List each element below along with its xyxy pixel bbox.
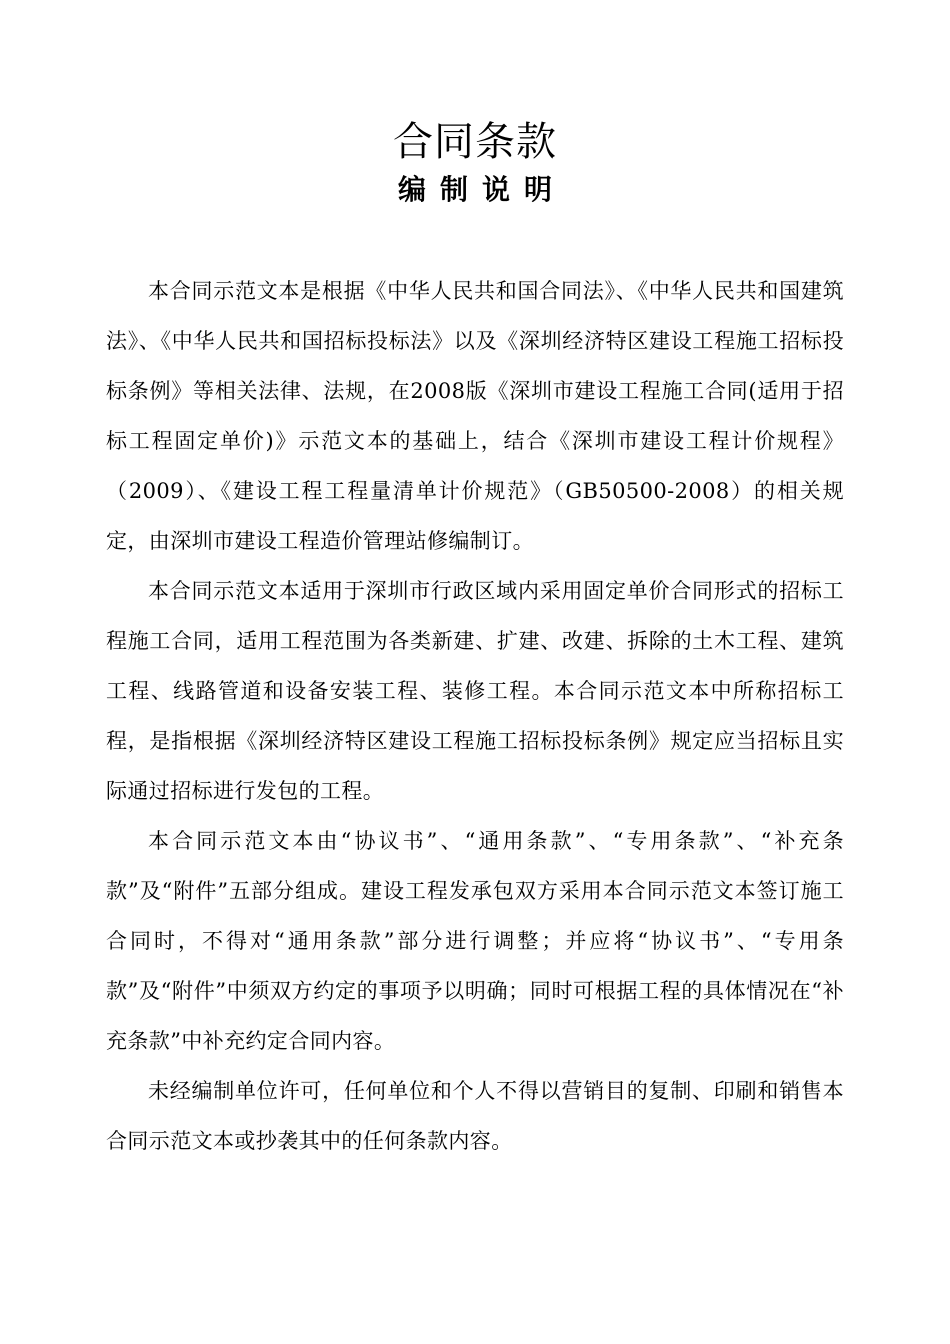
document-title: 合同条款 [393, 119, 557, 165]
paragraph-composition: 本合同示范文本由“协议书”、“通用条款”、“专用条款”、“补充条款”及“附件”五部分组成。建设工程发承包双方采用本合同示范文本签订施工合同时，不得对“通用条款”部分进行调整；并应将“协议书”、“专用条款”及“附件”中须双方约定的事项予以明确；同时可根据工程的具体情况在“补充条款”中补充约定合同内容。 [106, 829, 844, 1053]
paragraph-legal-basis: 本合同示范文本是根据《中华人民共和国合同法》、《中华人民共和国建筑法》、《中华人民共和国招标投标法》以及《深圳经济特区建设工程施工招标投标条例》等相关法律、法规，在2008版《深圳市建设工程施工合同(适用于招标工程固定单价)》示范文本的基础上，结合《深圳市建设工程计价规程》（2009）、《建设工程工程量清单计价规范》（GB50500-2008）的相关规定，由深圳市建设工程造价管理站修编制订。 [106, 279, 844, 553]
paragraph-copyright: 未经编制单位许可，任何单位和个人不得以营销目的复制、印刷和销售本合同示范文本或抄袭其中的任何条款内容。 [106, 1079, 844, 1153]
paragraph-scope: 本合同示范文本适用于深圳市行政区域内采用固定单价合同形式的招标工程施工合同，适用工程范围为各类新建、扩建、改建、拆除的土木工程、建筑工程、线路管道和设备安装工程、装修工程。本合同示范文本中所称招标工程，是指根据《深圳经济特区建设工程施工招标投标条例》规定应当招标且实际通过招标进行发包的工程。 [106, 579, 844, 803]
document-body [106, 266, 844, 1166]
document-subtitle: 编制说明 [397, 173, 566, 206]
